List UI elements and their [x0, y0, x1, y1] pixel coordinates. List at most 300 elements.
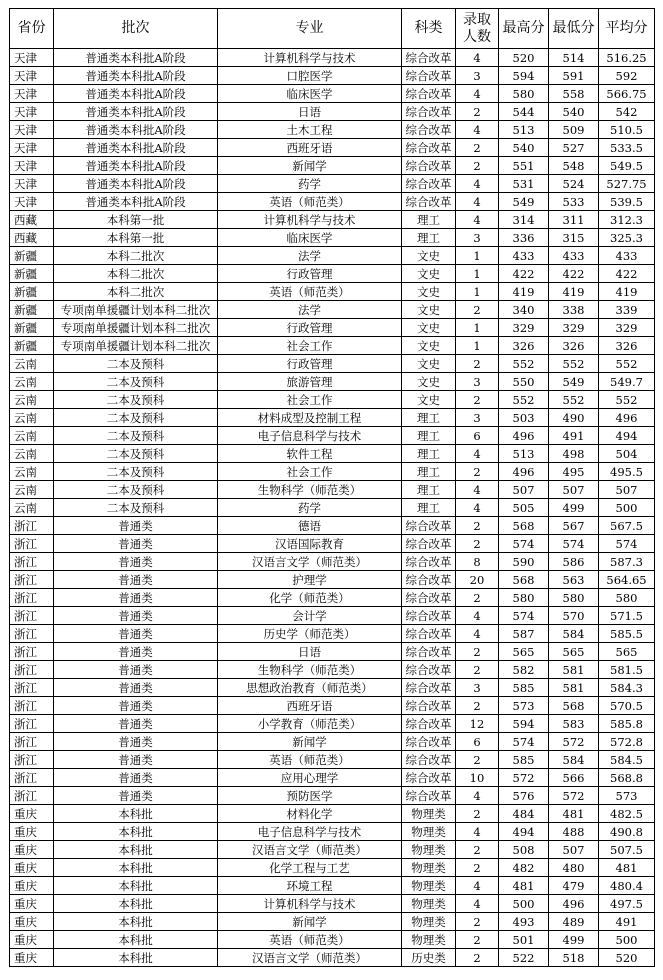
cell-category: 综合改革	[402, 589, 456, 607]
cell-major: 生物科学（师范类）	[218, 661, 402, 679]
cell-category: 综合改革	[402, 679, 456, 697]
table-row	[10, 931, 655, 949]
cell-batch: 普通类本科批A阶段	[54, 85, 218, 103]
cell-max-score: 494	[499, 823, 549, 841]
cell-category: 文史	[402, 319, 456, 337]
cell-category: 综合改革	[402, 607, 456, 625]
table-row	[10, 175, 655, 193]
cell-category: 综合改革	[402, 121, 456, 139]
cell-province: 浙江	[10, 517, 54, 535]
cell-admitted-count: 4	[456, 121, 499, 139]
cell-province: 天津	[10, 121, 54, 139]
cell-min-score: 552	[549, 355, 599, 373]
cell-batch: 普通类	[54, 715, 218, 733]
cell-admitted-count: 12	[456, 715, 499, 733]
cell-province: 浙江	[10, 697, 54, 715]
cell-category: 综合改革	[402, 625, 456, 643]
cell-max-score: 574	[499, 733, 549, 751]
cell-max-score: 594	[499, 67, 549, 85]
cell-min-score: 499	[549, 931, 599, 949]
cell-category: 理工	[402, 463, 456, 481]
cell-min-score: 549	[549, 373, 599, 391]
cell-max-score: 433	[499, 247, 549, 265]
cell-major: 社会工作	[218, 337, 402, 355]
cell-batch: 普通类本科批A阶段	[54, 193, 218, 211]
cell-province: 浙江	[10, 607, 54, 625]
cell-batch: 专项南单援疆计划本科二批次	[54, 337, 218, 355]
cell-admitted-count: 3	[456, 409, 499, 427]
cell-province: 新疆	[10, 319, 54, 337]
cell-admitted-count: 4	[456, 49, 499, 67]
cell-province: 云南	[10, 463, 54, 481]
cell-min-score: 563	[549, 571, 599, 589]
cell-category: 物理类	[402, 841, 456, 859]
cell-batch: 普通类本科批A阶段	[54, 49, 218, 67]
table-row	[10, 643, 655, 661]
cell-batch: 普通类	[54, 535, 218, 553]
cell-category: 文史	[402, 247, 456, 265]
cell-batch: 本科批	[54, 877, 218, 895]
cell-min-score: 507	[549, 481, 599, 499]
cell-avg-score: 329	[599, 319, 655, 337]
cell-avg-score: 574	[599, 535, 655, 553]
table-row	[10, 247, 655, 265]
cell-major: 日语	[218, 643, 402, 661]
cell-min-score: 568	[549, 697, 599, 715]
cell-category: 理工	[402, 409, 456, 427]
table-row	[10, 715, 655, 733]
cell-admitted-count: 3	[456, 67, 499, 85]
table-row	[10, 391, 655, 409]
cell-admitted-count: 2	[456, 841, 499, 859]
cell-max-score: 481	[499, 877, 549, 895]
cell-avg-score: 566.75	[599, 85, 655, 103]
cell-category: 物理类	[402, 877, 456, 895]
cell-province: 重庆	[10, 949, 54, 967]
cell-category: 综合改革	[402, 103, 456, 121]
cell-province: 浙江	[10, 787, 54, 805]
cell-avg-score: 507.5	[599, 841, 655, 859]
cell-batch: 普通类	[54, 643, 218, 661]
table-row	[10, 445, 655, 463]
cell-category: 综合改革	[402, 643, 456, 661]
cell-major: 法学	[218, 247, 402, 265]
cell-major: 生物科学（师范类）	[218, 481, 402, 499]
header-avg-score: 平均分	[599, 9, 655, 49]
cell-avg-score: 339	[599, 301, 655, 319]
cell-major: 护理学	[218, 571, 402, 589]
cell-max-score: 422	[499, 265, 549, 283]
cell-batch: 普通类	[54, 625, 218, 643]
cell-max-score: 549	[499, 193, 549, 211]
table-row	[10, 571, 655, 589]
cell-major: 土木工程	[218, 121, 402, 139]
cell-max-score: 513	[499, 445, 549, 463]
cell-category: 综合改革	[402, 661, 456, 679]
cell-admitted-count: 2	[456, 301, 499, 319]
cell-min-score: 533	[549, 193, 599, 211]
cell-max-score: 501	[499, 931, 549, 949]
cell-major: 预防医学	[218, 787, 402, 805]
cell-avg-score: 312.3	[599, 211, 655, 229]
cell-province: 重庆	[10, 859, 54, 877]
cell-max-score: 574	[499, 535, 549, 553]
cell-avg-score: 495.5	[599, 463, 655, 481]
cell-max-score: 540	[499, 139, 549, 157]
cell-max-score: 585	[499, 751, 549, 769]
cell-min-score: 572	[549, 733, 599, 751]
cell-max-score: 590	[499, 553, 549, 571]
cell-batch: 二本及预科	[54, 373, 218, 391]
cell-avg-score: 433	[599, 247, 655, 265]
cell-admitted-count: 2	[456, 355, 499, 373]
cell-min-score: 481	[549, 805, 599, 823]
cell-province: 天津	[10, 103, 54, 121]
cell-avg-score: 507	[599, 481, 655, 499]
cell-min-score: 548	[549, 157, 599, 175]
table-row	[10, 355, 655, 373]
cell-category: 文史	[402, 283, 456, 301]
cell-category: 理工	[402, 445, 456, 463]
cell-admitted-count: 4	[456, 625, 499, 643]
table-row	[10, 409, 655, 427]
cell-min-score: 572	[549, 787, 599, 805]
cell-province: 天津	[10, 85, 54, 103]
table-row	[10, 517, 655, 535]
cell-avg-score: 585.8	[599, 715, 655, 733]
cell-batch: 普通类	[54, 697, 218, 715]
cell-admitted-count: 4	[456, 211, 499, 229]
cell-admitted-count: 1	[456, 265, 499, 283]
table-row	[10, 535, 655, 553]
cell-admitted-count: 4	[456, 445, 499, 463]
cell-min-score: 329	[549, 319, 599, 337]
cell-category: 物理类	[402, 823, 456, 841]
cell-min-score: 584	[549, 625, 599, 643]
table-row	[10, 211, 655, 229]
cell-avg-score: 325.3	[599, 229, 655, 247]
cell-min-score: 499	[549, 499, 599, 517]
table-row	[10, 787, 655, 805]
cell-avg-score: 494	[599, 427, 655, 445]
cell-admitted-count: 3	[456, 229, 499, 247]
cell-admitted-count: 4	[456, 787, 499, 805]
cell-major: 英语（师范类）	[218, 193, 402, 211]
cell-batch: 普通类	[54, 607, 218, 625]
cell-category: 综合改革	[402, 535, 456, 553]
cell-max-score: 580	[499, 589, 549, 607]
cell-avg-score: 520	[599, 949, 655, 967]
cell-province: 新疆	[10, 301, 54, 319]
cell-province: 重庆	[10, 841, 54, 859]
cell-admitted-count: 1	[456, 337, 499, 355]
table-row	[10, 67, 655, 85]
cell-province: 新疆	[10, 247, 54, 265]
cell-min-score: 574	[549, 535, 599, 553]
cell-max-score: 500	[499, 895, 549, 913]
table-row	[10, 121, 655, 139]
cell-batch: 二本及预科	[54, 445, 218, 463]
cell-min-score: 507	[549, 841, 599, 859]
header-max-score: 最高分	[499, 9, 549, 49]
cell-category: 历史类	[402, 949, 456, 967]
cell-batch: 本科批	[54, 823, 218, 841]
cell-major: 电子信息科学与技术	[218, 427, 402, 445]
cell-province: 浙江	[10, 715, 54, 733]
cell-max-score: 580	[499, 85, 549, 103]
cell-min-score: 479	[549, 877, 599, 895]
cell-batch: 普通类本科批A阶段	[54, 103, 218, 121]
cell-category: 综合改革	[402, 193, 456, 211]
cell-max-score: 505	[499, 499, 549, 517]
cell-major: 新闻学	[218, 733, 402, 751]
table-row	[10, 823, 655, 841]
cell-admitted-count: 4	[456, 499, 499, 517]
cell-min-score: 498	[549, 445, 599, 463]
cell-min-score: 496	[549, 895, 599, 913]
cell-avg-score: 564.65	[599, 571, 655, 589]
cell-category: 综合改革	[402, 49, 456, 67]
table-row	[10, 733, 655, 751]
cell-batch: 专项南单援疆计划本科二批次	[54, 301, 218, 319]
table-row	[10, 877, 655, 895]
cell-max-score: 587	[499, 625, 549, 643]
table-row	[10, 661, 655, 679]
cell-category: 理工	[402, 499, 456, 517]
cell-admitted-count: 4	[456, 607, 499, 625]
cell-province: 天津	[10, 49, 54, 67]
header-major: 专业	[218, 9, 402, 49]
cell-admitted-count: 8	[456, 553, 499, 571]
cell-province: 新疆	[10, 265, 54, 283]
cell-batch: 二本及预科	[54, 463, 218, 481]
cell-avg-score: 510.5	[599, 121, 655, 139]
cell-major: 汉语言文学（师范类）	[218, 949, 402, 967]
cell-min-score: 490	[549, 409, 599, 427]
cell-avg-score: 585.5	[599, 625, 655, 643]
cell-avg-score: 490.8	[599, 823, 655, 841]
cell-province: 重庆	[10, 823, 54, 841]
cell-avg-score: 584.3	[599, 679, 655, 697]
cell-major: 思想政治教育（师范类）	[218, 679, 402, 697]
cell-avg-score: 422	[599, 265, 655, 283]
header-province: 省份	[10, 9, 54, 49]
table-row	[10, 805, 655, 823]
cell-major: 新闻学	[218, 157, 402, 175]
cell-province: 重庆	[10, 877, 54, 895]
cell-category: 综合改革	[402, 553, 456, 571]
cell-batch: 本科批	[54, 895, 218, 913]
cell-major: 化学工程与工艺	[218, 859, 402, 877]
cell-province: 西藏	[10, 229, 54, 247]
cell-major: 材料成型及控制工程	[218, 409, 402, 427]
cell-batch: 普通类	[54, 733, 218, 751]
cell-category: 文史	[402, 391, 456, 409]
cell-avg-score: 580	[599, 589, 655, 607]
cell-admitted-count: 1	[456, 283, 499, 301]
cell-admitted-count: 2	[456, 913, 499, 931]
cell-admitted-count: 2	[456, 463, 499, 481]
cell-category: 文史	[402, 265, 456, 283]
table-row	[10, 157, 655, 175]
cell-major: 小学教育（师范类）	[218, 715, 402, 733]
cell-batch: 本科二批次	[54, 265, 218, 283]
cell-batch: 专项南单援疆计划本科二批次	[54, 319, 218, 337]
cell-max-score: 314	[499, 211, 549, 229]
cell-province: 浙江	[10, 751, 54, 769]
table-row	[10, 229, 655, 247]
cell-major: 德语	[218, 517, 402, 535]
cell-avg-score: 567.5	[599, 517, 655, 535]
cell-province: 云南	[10, 481, 54, 499]
cell-max-score: 513	[499, 121, 549, 139]
cell-province: 浙江	[10, 643, 54, 661]
cell-province: 浙江	[10, 553, 54, 571]
cell-min-score: 580	[549, 589, 599, 607]
cell-major: 化学（师范类）	[218, 589, 402, 607]
cell-max-score: 493	[499, 913, 549, 931]
cell-max-score: 572	[499, 769, 549, 787]
cell-major: 会计学	[218, 607, 402, 625]
cell-major: 英语（师范类）	[218, 283, 402, 301]
cell-category: 理工	[402, 427, 456, 445]
cell-major: 材料化学	[218, 805, 402, 823]
cell-category: 理工	[402, 481, 456, 499]
cell-max-score: 552	[499, 391, 549, 409]
cell-batch: 普通类	[54, 553, 218, 571]
table-row	[10, 319, 655, 337]
cell-major: 计算机科学与技术	[218, 895, 402, 913]
cell-batch: 普通类	[54, 769, 218, 787]
cell-major: 西班牙语	[218, 139, 402, 157]
cell-admitted-count: 2	[456, 517, 499, 535]
cell-max-score: 508	[499, 841, 549, 859]
cell-admitted-count: 4	[456, 175, 499, 193]
cell-admitted-count: 2	[456, 805, 499, 823]
cell-min-score: 509	[549, 121, 599, 139]
table-row	[10, 679, 655, 697]
cell-major: 行政管理	[218, 319, 402, 337]
cell-batch: 二本及预科	[54, 427, 218, 445]
cell-min-score: 338	[549, 301, 599, 319]
cell-major: 行政管理	[218, 355, 402, 373]
cell-admitted-count: 2	[456, 157, 499, 175]
cell-batch: 普通类	[54, 571, 218, 589]
cell-major: 西班牙语	[218, 697, 402, 715]
header-admitted-count	[456, 9, 499, 49]
cell-category: 理工	[402, 229, 456, 247]
cell-batch: 本科二批次	[54, 247, 218, 265]
cell-avg-score: 533.5	[599, 139, 655, 157]
cell-category: 综合改革	[402, 157, 456, 175]
cell-province: 浙江	[10, 571, 54, 589]
cell-category: 物理类	[402, 859, 456, 877]
cell-admitted-count: 20	[456, 571, 499, 589]
admission-scores-table	[9, 8, 655, 967]
cell-batch: 本科批	[54, 805, 218, 823]
cell-max-score: 520	[499, 49, 549, 67]
cell-admitted-count: 2	[456, 535, 499, 553]
table-row	[10, 625, 655, 643]
cell-min-score: 326	[549, 337, 599, 355]
cell-max-score: 552	[499, 355, 549, 373]
table-row	[10, 895, 655, 913]
cell-avg-score: 500	[599, 931, 655, 949]
cell-max-score: 496	[499, 427, 549, 445]
cell-major: 计算机科学与技术	[218, 211, 402, 229]
cell-batch: 本科批	[54, 841, 218, 859]
header-category: 科类	[402, 9, 456, 49]
cell-major: 临床医学	[218, 85, 402, 103]
cell-min-score: 488	[549, 823, 599, 841]
cell-max-score: 484	[499, 805, 549, 823]
cell-avg-score: 573	[599, 787, 655, 805]
cell-category: 文史	[402, 301, 456, 319]
cell-min-score: 527	[549, 139, 599, 157]
cell-min-score: 565	[549, 643, 599, 661]
cell-min-score: 583	[549, 715, 599, 733]
cell-category: 文史	[402, 337, 456, 355]
cell-min-score: 315	[549, 229, 599, 247]
cell-major: 新闻学	[218, 913, 402, 931]
header-min-score: 最低分	[549, 9, 599, 49]
table-row	[10, 85, 655, 103]
cell-province: 浙江	[10, 661, 54, 679]
cell-category: 综合改革	[402, 175, 456, 193]
cell-admitted-count: 4	[456, 85, 499, 103]
cell-batch: 本科批	[54, 949, 218, 967]
cell-admitted-count: 2	[456, 697, 499, 715]
cell-min-score: 591	[549, 67, 599, 85]
cell-avg-score: 568.8	[599, 769, 655, 787]
cell-province: 浙江	[10, 769, 54, 787]
cell-avg-score: 570.5	[599, 697, 655, 715]
cell-province: 天津	[10, 157, 54, 175]
cell-min-score: 480	[549, 859, 599, 877]
cell-category: 理工	[402, 211, 456, 229]
cell-province: 重庆	[10, 913, 54, 931]
cell-admitted-count: 2	[456, 643, 499, 661]
cell-avg-score: 592	[599, 67, 655, 85]
cell-category: 物理类	[402, 913, 456, 931]
cell-min-score: 581	[549, 679, 599, 697]
table-row	[10, 139, 655, 157]
cell-max-score: 336	[499, 229, 549, 247]
table-row	[10, 697, 655, 715]
cell-min-score: 540	[549, 103, 599, 121]
cell-admitted-count: 3	[456, 679, 499, 697]
cell-admitted-count: 4	[456, 481, 499, 499]
cell-admitted-count: 2	[456, 589, 499, 607]
cell-avg-score: 584.5	[599, 751, 655, 769]
cell-category: 综合改革	[402, 751, 456, 769]
cell-batch: 普通类本科批A阶段	[54, 139, 218, 157]
cell-province: 天津	[10, 67, 54, 85]
table-row	[10, 283, 655, 301]
cell-avg-score: 500	[599, 499, 655, 517]
table-row	[10, 481, 655, 499]
cell-admitted-count: 2	[456, 751, 499, 769]
cell-min-score: 419	[549, 283, 599, 301]
cell-batch: 普通类	[54, 661, 218, 679]
cell-avg-score: 587.3	[599, 553, 655, 571]
header-batch: 批次	[54, 9, 218, 49]
cell-batch: 普通类	[54, 751, 218, 769]
cell-major: 日语	[218, 103, 402, 121]
cell-admitted-count: 2	[456, 859, 499, 877]
table-row	[10, 499, 655, 517]
cell-province: 重庆	[10, 895, 54, 913]
